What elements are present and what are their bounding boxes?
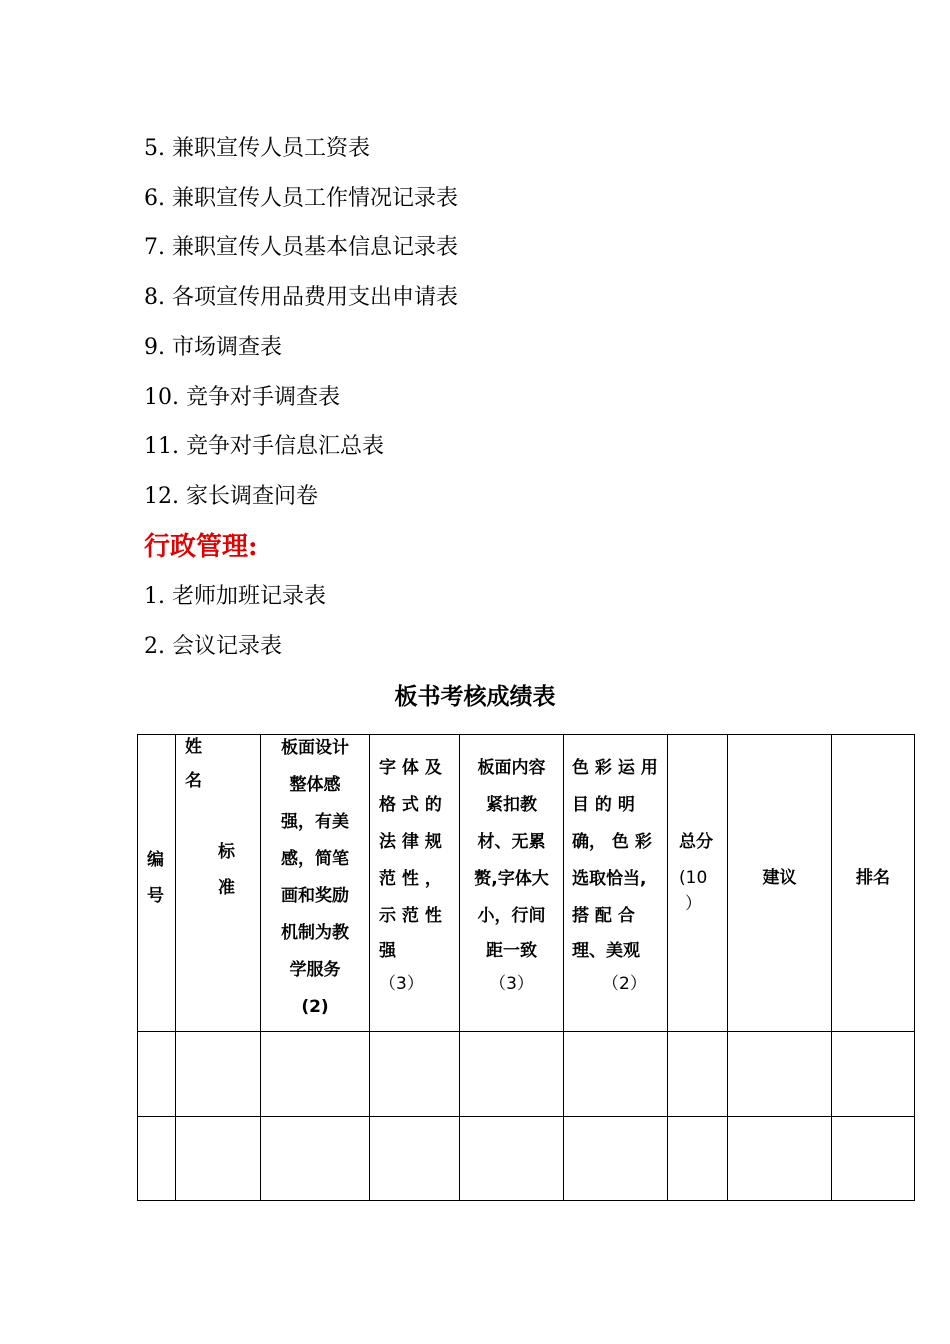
table-border [727, 734, 728, 1201]
table-border [914, 734, 915, 1201]
header-board-design [261, 730, 369, 1026]
list-item: 9. 市场调查表 [144, 335, 282, 360]
header-text: 姓 [185, 737, 202, 757]
header-text: 号 [147, 886, 164, 906]
table-border [137, 734, 915, 735]
header-text: 板面设计 [281, 738, 349, 758]
header-text: 准 [218, 878, 235, 898]
table-border [563, 734, 564, 1201]
header-text: 感，简笔 [281, 849, 349, 869]
header-text: 强，有美 [281, 812, 349, 832]
header-text: 总分 [679, 832, 713, 852]
header-text: 整体感 [289, 775, 341, 795]
list-item: 8. 各项宣传用品费用支出申请表 [144, 285, 458, 310]
header-text: （3） [379, 974, 424, 994]
header-text: 色 彩 运 用 [572, 758, 658, 778]
header-board-content [460, 750, 563, 1001]
list-item: 10. 竞争对手调查表 [144, 385, 340, 410]
header-text: 名 [185, 771, 202, 791]
table-border [369, 734, 370, 1201]
list-item: 5. 兼职宣传人员工资表 [144, 136, 370, 161]
header-text: 材、无累 [477, 832, 546, 852]
table-border [137, 1116, 915, 1117]
header-text: 画和奖励 [281, 886, 349, 906]
header-biaozhun [218, 834, 235, 906]
header-text: 小，行间 [477, 906, 546, 926]
header-text: (2) [301, 997, 329, 1017]
table-border [175, 734, 176, 1201]
header-text: 法 律 规 [379, 832, 442, 852]
header-text: 搭 配 合 [572, 906, 635, 926]
header-text: 选取恰当, [572, 869, 647, 889]
list-item: 2. 会议记录表 [144, 634, 282, 659]
list-item: 12. 家长调查问卷 [144, 484, 318, 509]
list-item: 1. 老师加班记录表 [144, 584, 326, 609]
table-title: 板书考核成绩表 [394, 683, 556, 710]
header-text: 格 式 的 [379, 795, 442, 815]
header-text: 目 的 明 [572, 795, 635, 815]
header-text: 字 体 及 [379, 758, 442, 778]
header-color-usage [572, 750, 658, 1001]
section-heading: 行政管理: [144, 532, 258, 562]
table-border [137, 734, 138, 1201]
list-item: 7. 兼职宣传人员基本信息记录表 [144, 235, 458, 260]
header-text: 机制为教 [281, 923, 349, 943]
header-text: (10 [679, 868, 708, 888]
header-text: 编 [147, 850, 164, 870]
header-text: 确， 色 彩 [572, 832, 652, 852]
header-suggestion: 建议 [762, 868, 797, 888]
header-text: 距一致 [486, 941, 537, 961]
header-text: 示 范 性 [379, 906, 442, 926]
header-text: 板面内容 [477, 758, 546, 778]
header-text: 赘,字体大 [474, 869, 549, 889]
header-text: 学服务 [289, 960, 341, 980]
header-rank: 排名 [856, 868, 890, 888]
header-text: 范 性 ， [379, 869, 442, 889]
list-item: 11. 竞争对手信息汇总表 [144, 434, 384, 459]
header-text: ） [685, 894, 702, 914]
list-item: 6. 兼职宣传人员工作情况记录表 [144, 186, 458, 211]
table-border [831, 734, 832, 1201]
header-total-score [679, 824, 713, 922]
header-text: （2） [602, 974, 647, 994]
header-text: （3） [489, 974, 534, 994]
header-text: 紧扣教 [486, 795, 537, 815]
header-bianhao [147, 842, 164, 914]
table-border [667, 734, 668, 1201]
table-border [137, 1031, 915, 1032]
table-border [137, 1200, 915, 1201]
header-text: 标 [218, 842, 235, 862]
header-xingming [185, 730, 202, 798]
header-text: 理、美观 [572, 941, 640, 961]
header-font-format [379, 750, 442, 1001]
header-text: 强 [379, 941, 396, 961]
